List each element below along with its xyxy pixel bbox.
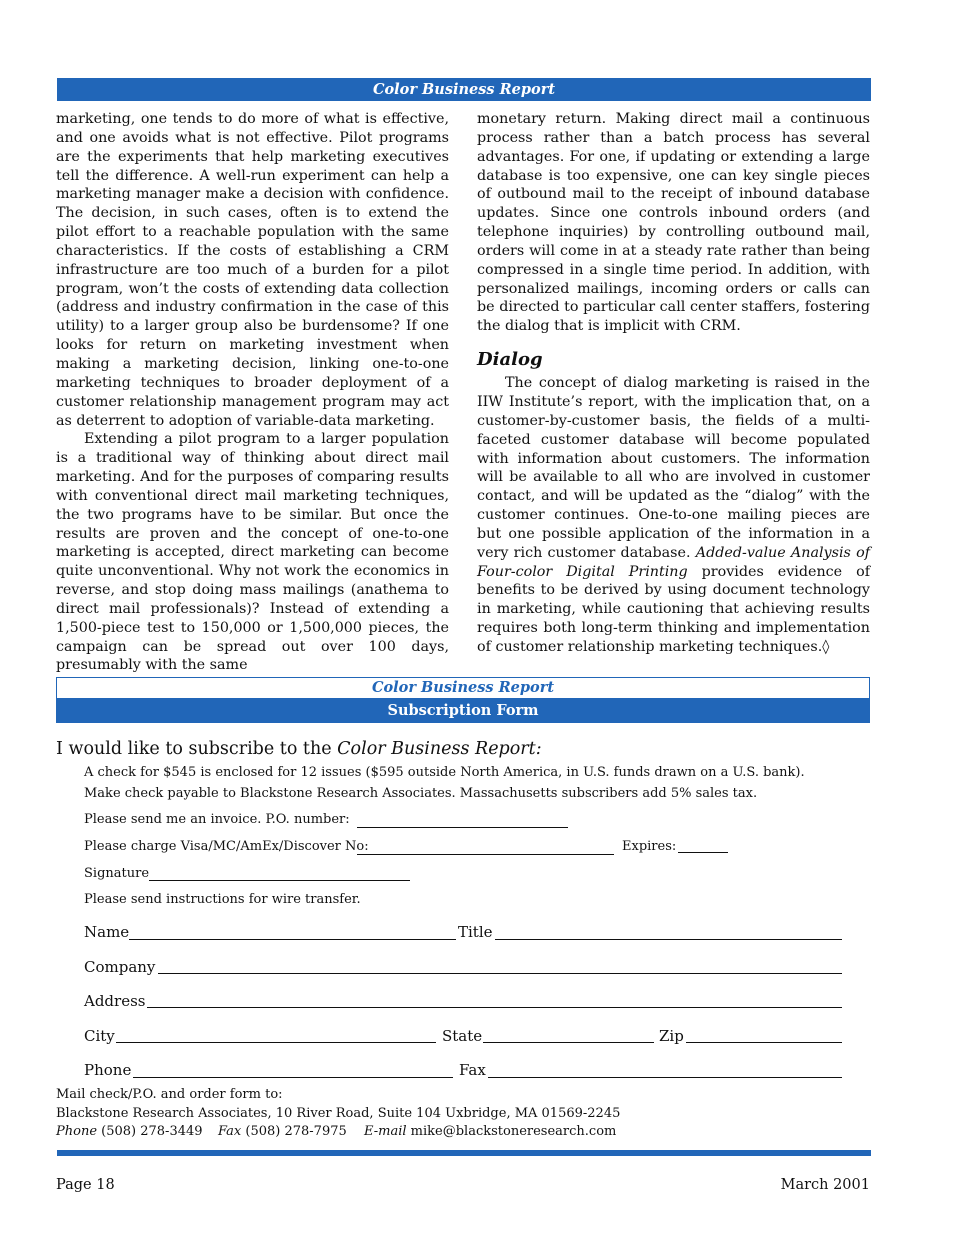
signature-label: Signature	[84, 866, 150, 881]
article-paragraph: Extending a pilot program to a larger population is a traditional way of thinking about direct mail marketing. And for the purposes of comparing results with conventional direct mail marketing techniques, the two programs have to be similar. But once the results are proven and the concept of one-to-one marketing is accepted, direct marketing can become quite unconventional. Why not work the economics in reverse, and stop doing mass mailings (anathema to direct mail professionals)? Instead of extending a 1,500-piece test to 150,000 or 1,500,000 pieces, the campaign can be spread out over 100 days, presumably with the same	[56, 431, 449, 674]
page-number: Page 18	[56, 1177, 115, 1193]
fax-contact-label: Fax	[218, 1124, 242, 1139]
contact-line	[56, 1124, 203, 1139]
mail-address: Blackstone Research Associates, 10 River Road, Suite 104 Uxbridge, MA 01569-2245	[56, 1106, 621, 1121]
phone-field[interactable]	[133, 1077, 453, 1078]
fax-contact-value: (508) 278-7975	[245, 1124, 347, 1139]
issue-date: March 2001	[780, 1177, 870, 1193]
state-field[interactable]	[483, 1042, 654, 1043]
payable-line: Make check payable to Blackstone Research Associates. Massachusetts subscribers add 5% sales tax.	[84, 786, 758, 801]
city-field[interactable]	[116, 1042, 436, 1043]
header-band	[57, 78, 871, 101]
article-paragraph: marketing, one tends to do more of what is effective, and one avoids what is not effective. Pilot programs are the experiments that help marketing executives tell the difference. A well-run experiment can help a marketing manager make a decision with confidence. The decision, in such cases, often is to extend the pilot effort to a reachable population with the same characteristics. If the costs of establishing a CRM infrastructure are too much of a burden for a pilot program, won’t the costs of extending data collection (address and industry confirmation in the case of this utility) to a larger group also be burdensome? If one looks for return on marketing investment when making a marketing decision, linking one-to-one marketing techniques to broader deployment of a customer relationship management program may act as deterrent to adoption of variable-data marketing.	[56, 111, 449, 429]
phone-contact-label: Phone	[56, 1124, 98, 1139]
wire-transfer-label: Please send instructions for wire transfer.	[84, 892, 361, 907]
po-number-field[interactable]	[357, 827, 568, 828]
email-link[interactable]: mike@blackstoneresearch.com	[410, 1124, 617, 1139]
city-label: City	[84, 1027, 115, 1045]
company-label: Company	[84, 958, 156, 976]
address-label: Address	[84, 992, 146, 1010]
name-label: Name	[84, 923, 130, 941]
title-label: Title	[458, 923, 493, 941]
header-title: Color Business Report	[372, 81, 556, 98]
zip-field[interactable]	[686, 1042, 842, 1043]
form-box-subtitle: Subscription Form	[56, 699, 870, 723]
name-field[interactable]	[129, 939, 456, 940]
email-contact	[364, 1124, 616, 1139]
paragraph-text: The concept of dialog marketing is raised in the IIW Institute’s report, with the implication that, on a customer-by-customer basis, the fields of a multi-faceted customer database will become populated with information about customers. The information will be available to all who are involved in customer contact, and will be updated as the “dialog” with the customer continues. One-to-one mailing pieces are but one possible application of the information in a very rich customer database.	[477, 375, 870, 561]
report-title: Added-value Analysis of Four-color Digital Printing	[477, 544, 871, 580]
article-left-column	[56, 110, 449, 675]
subscribe-prefix: I would like to subscribe to the	[56, 739, 332, 759]
subscribe-title: Color Business Report:	[337, 739, 542, 759]
zip-label: Zip	[659, 1027, 684, 1045]
title-field[interactable]	[495, 939, 842, 940]
price-line: A check for $545 is enclosed for 12 issues ($595 outside North America, in U.S. funds drawn on a U.S. bank).	[84, 765, 805, 780]
article-paragraph: monetary return. Making direct mail a continuous process rather than a batch process has several advantages. For one, if updating or extending a large database is too expensive, one can key single pieces of outbound mail to the receipt of inbound database updates. Since one controls inbound orders (and telephone inquiries) by controlling outbound mail, orders will come in at a steady rate rather than being compressed in a single time period. In addition, with personalized mailings, incoming orders or calls can be directed to particular call center staffers, fostering the dialog that is implicit with CRM.	[477, 111, 870, 335]
charge-label: Please charge Visa/MC/AmEx/Discover No:	[84, 839, 369, 854]
signature-field[interactable]	[149, 880, 410, 881]
phone-label: Phone	[84, 1061, 132, 1079]
fax-contact	[218, 1124, 347, 1139]
email-contact-label: E-mail	[364, 1124, 407, 1139]
fax-field[interactable]	[488, 1077, 842, 1078]
footer-rule	[57, 1150, 871, 1156]
state-label: State	[442, 1027, 483, 1045]
card-number-field[interactable]	[357, 854, 614, 855]
paragraph-text: provides evidence of benefits to be derived by using document technology in marketing, while cautioning that achieving results requires both long-term thinking and implementation of customer relationship marketing techniques.◊	[477, 563, 870, 655]
article-paragraph	[477, 374, 870, 657]
invoice-label: Please send me an invoice. P.O. number:	[84, 812, 350, 827]
expires-label: Expires:	[622, 839, 677, 854]
mail-intro: Mail check/P.O. and order form to:	[56, 1087, 283, 1102]
fax-label: Fax	[459, 1061, 486, 1079]
company-field[interactable]	[158, 973, 842, 974]
section-heading: Dialog	[477, 349, 543, 371]
subscribe-statement	[56, 739, 542, 759]
subscription-form-header	[56, 677, 870, 725]
address-field[interactable]	[147, 1007, 842, 1008]
form-box-title: Color Business Report	[56, 677, 870, 699]
article-right-column	[477, 110, 870, 657]
expires-field[interactable]	[678, 852, 728, 853]
phone-contact-value: (508) 278-3449	[101, 1124, 203, 1139]
